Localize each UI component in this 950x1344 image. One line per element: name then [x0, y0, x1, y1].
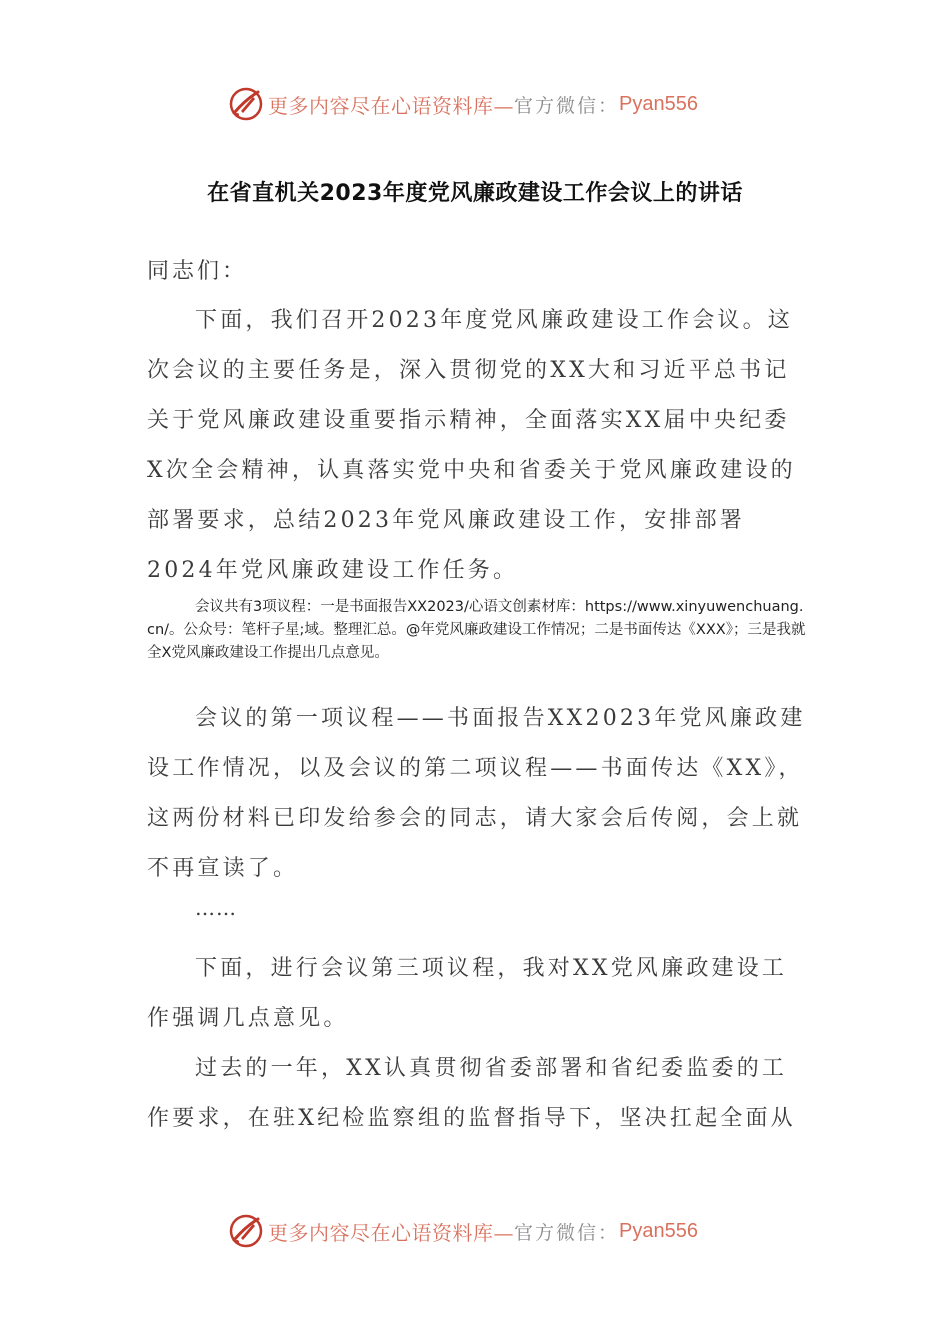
paragraph-4: 过去的一年，XX认真贯彻省委部署和省纪委监委的工作要求，在驻X纪检监察组的监督指导下，坚决扛起全面从: [147, 1056, 796, 1131]
banner-site-text: 更多内容尽在心语资料库—: [268, 93, 514, 118]
footer-wechat-id: Pyan556: [619, 1219, 698, 1242]
ellipsis: ……: [195, 896, 237, 920]
document-title: 在省直机关2023年度党风廉政建设工作会议上的讲话: [207, 181, 743, 206]
banner-wechat-label: 官方微信：: [514, 94, 620, 117]
footer-site-text: 更多内容尽在心语资料库—: [268, 1220, 514, 1245]
paragraph-1: 下面，我们召开2023年度党风廉政建设工作会议。这次会议的主要任务是，深入贯彻党的XX大和习近平总书记关于党风廉政建设重要指示精神，全面落实XX届中央纪委X次全会精神，认真落实党中央和省委关于党风廉政建设的部署要求，总结2023年党风廉政建设工作，安排部署2024年党风廉政建设工作任务。: [147, 308, 796, 583]
footer-wechat-label: 官方微信：: [514, 1221, 620, 1244]
salutation: 同志们：: [147, 259, 248, 284]
pen-circle-logo-icon: [228, 86, 264, 122]
footer-banner: [228, 1211, 698, 1251]
pen-circle-logo-icon: [228, 1213, 264, 1249]
banner-wechat-id: Pyan556: [619, 92, 698, 115]
paragraph-3: 下面，进行会议第三项议程，我对XX党风廉政建设工作强调几点意见。: [147, 956, 788, 1031]
header-banner: [228, 84, 698, 124]
paragraph-2: 会议的第一项议程——书面报告XX2023年党风廉政建设工作情况，以及会议的第二项议程——书面传达《XX》，这两份材料已印发给参会的同志，请大家会后传阅，会上就不再宣读了。: [147, 706, 806, 881]
agenda-note: 会议共有3项议程：一是书面报告XX2023/心语文创素材库：https://www.xinyuwenchuang.cn/。公众号：笔杆子星;域。整理汇总。@年党风廉政建设工作情况；二是书面传达《XXX》；三是我就全X党风廉政建设工作提出几点意见。: [147, 599, 806, 661]
